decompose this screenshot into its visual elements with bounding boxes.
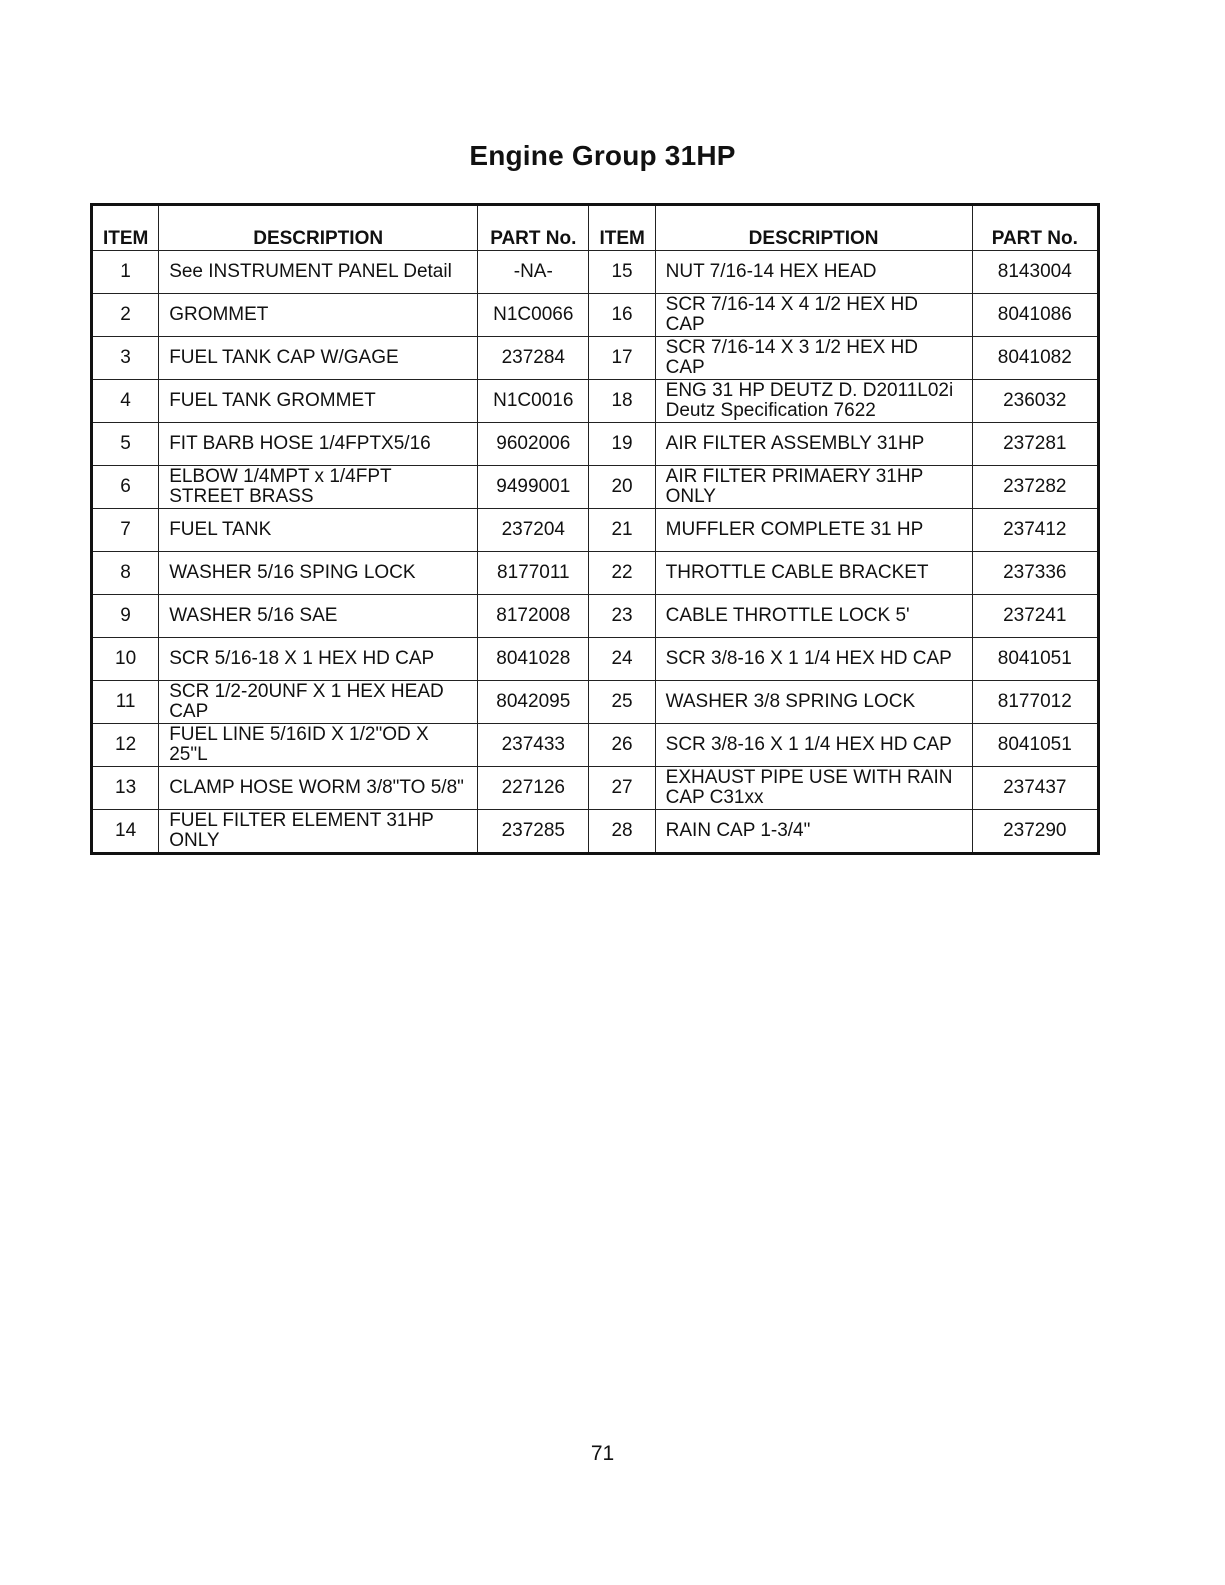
- table-row: [92, 251, 1099, 294]
- item-number-right: 23: [589, 595, 655, 638]
- table-row: [92, 767, 1099, 810]
- item-number-right: 26: [589, 724, 655, 767]
- part-number-right: 237281: [972, 423, 1098, 466]
- part-number-left: 237285: [478, 810, 589, 854]
- item-number-right: 15: [589, 251, 655, 294]
- description-right: SCR 3/8-16 X 1 1/4 HEX HD CAP: [655, 638, 972, 681]
- item-number-right: 16: [589, 294, 655, 337]
- part-number-right: 8041086: [972, 294, 1098, 337]
- table-row: [92, 810, 1099, 854]
- item-number-left: 3: [92, 337, 159, 380]
- item-number-right: 20: [589, 466, 655, 509]
- table-row: [92, 337, 1099, 380]
- item-number-right: 27: [589, 767, 655, 810]
- item-number-left: 5: [92, 423, 159, 466]
- part-number-right: 8041082: [972, 337, 1098, 380]
- item-number-left: 10: [92, 638, 159, 681]
- part-number-right: 237437: [972, 767, 1098, 810]
- part-number-left: 237204: [478, 509, 589, 552]
- table-header-row: [92, 205, 1099, 251]
- part-number-right: 237282: [972, 466, 1098, 509]
- item-number-left: 7: [92, 509, 159, 552]
- table-row: [92, 509, 1099, 552]
- item-number-left: 6: [92, 466, 159, 509]
- item-number-right: 25: [589, 681, 655, 724]
- item-number-left: 12: [92, 724, 159, 767]
- description-left: FUEL FILTER ELEMENT 31HP ONLY: [159, 810, 478, 854]
- part-number-right: 236032: [972, 380, 1098, 423]
- part-number-right: 8177012: [972, 681, 1098, 724]
- part-number-left: N1C0016: [478, 380, 589, 423]
- table-row: [92, 294, 1099, 337]
- description-right: THROTTLE CABLE BRACKET: [655, 552, 972, 595]
- part-number-left: 237433: [478, 724, 589, 767]
- part-number-left: 9499001: [478, 466, 589, 509]
- description-left: GROMMET: [159, 294, 478, 337]
- table-row: [92, 552, 1099, 595]
- description-right: AIR FILTER ASSEMBLY 31HP: [655, 423, 972, 466]
- description-left: FUEL TANK: [159, 509, 478, 552]
- description-left: FUEL TANK GROMMET: [159, 380, 478, 423]
- description-right: EXHAUST PIPE USE WITH RAIN CAP C31xx: [655, 767, 972, 810]
- description-right: WASHER 3/8 SPRING LOCK: [655, 681, 972, 724]
- header-part-no-left: PART No.: [478, 205, 589, 251]
- description-left: FUEL TANK CAP W/GAGE: [159, 337, 478, 380]
- parts-table-body: [92, 251, 1099, 854]
- item-number-left: 9: [92, 595, 159, 638]
- table-row: [92, 724, 1099, 767]
- item-number-left: 8: [92, 552, 159, 595]
- description-right: NUT 7/16-14 HEX HEAD: [655, 251, 972, 294]
- part-number-left: 8177011: [478, 552, 589, 595]
- part-number-right: 8041051: [972, 638, 1098, 681]
- description-right: SCR 3/8-16 X 1 1/4 HEX HD CAP: [655, 724, 972, 767]
- description-left: FIT BARB HOSE 1/4FPTX5/16: [159, 423, 478, 466]
- description-left: SCR 5/16-18 X 1 HEX HD CAP: [159, 638, 478, 681]
- header-item-right: ITEM: [589, 205, 655, 251]
- item-number-left: 4: [92, 380, 159, 423]
- description-right: AIR FILTER PRIMAERY 31HP ONLY: [655, 466, 972, 509]
- header-item-left: ITEM: [92, 205, 159, 251]
- item-number-right: 22: [589, 552, 655, 595]
- part-number-left: 227126: [478, 767, 589, 810]
- item-number-left: 14: [92, 810, 159, 854]
- part-number-left: 8042095: [478, 681, 589, 724]
- part-number-left: 9602006: [478, 423, 589, 466]
- item-number-left: 1: [92, 251, 159, 294]
- header-description-left: DESCRIPTION: [159, 205, 478, 251]
- description-right: SCR 7/16-14 X 3 1/2 HEX HD CAP: [655, 337, 972, 380]
- description-left: WASHER 5/16 SAE: [159, 595, 478, 638]
- description-left: See INSTRUMENT PANEL Detail: [159, 251, 478, 294]
- header-part-no-right: PART No.: [972, 205, 1098, 251]
- item-number-right: 24: [589, 638, 655, 681]
- table-row: [92, 380, 1099, 423]
- part-number-left: 8041028: [478, 638, 589, 681]
- part-number-right: 8143004: [972, 251, 1098, 294]
- parts-table: [90, 203, 1100, 855]
- item-number-left: 2: [92, 294, 159, 337]
- header-description-right: DESCRIPTION: [655, 205, 972, 251]
- description-right: SCR 7/16-14 X 4 1/2 HEX HD CAP: [655, 294, 972, 337]
- part-number-left: N1C0066: [478, 294, 589, 337]
- description-right: ENG 31 HP DEUTZ D. D2011L02i Deutz Specification 7622: [655, 380, 972, 423]
- part-number-right: 8041051: [972, 724, 1098, 767]
- part-number-right: 237290: [972, 810, 1098, 854]
- part-number-left: 237284: [478, 337, 589, 380]
- part-number-right: 237336: [972, 552, 1098, 595]
- item-number-left: 13: [92, 767, 159, 810]
- page-title: Engine Group 31HP: [469, 140, 736, 171]
- description-left: ELBOW 1/4MPT x 1/4FPT STREET BRASS: [159, 466, 478, 509]
- table-row: [92, 595, 1099, 638]
- table-row: [92, 423, 1099, 466]
- part-number-left: -NA-: [478, 251, 589, 294]
- description-right: MUFFLER COMPLETE 31 HP: [655, 509, 972, 552]
- description-left: FUEL LINE 5/16ID X 1/2"OD X 25"L: [159, 724, 478, 767]
- item-number-right: 28: [589, 810, 655, 854]
- table-row: [92, 638, 1099, 681]
- part-number-right: 237412: [972, 509, 1098, 552]
- page-number: 71: [590, 1442, 615, 1465]
- item-number-right: 17: [589, 337, 655, 380]
- description-right: CABLE THROTTLE LOCK 5': [655, 595, 972, 638]
- table-row: [92, 681, 1099, 724]
- description-left: SCR 1/2-20UNF X 1 HEX HEAD CAP: [159, 681, 478, 724]
- description-right: RAIN CAP 1-3/4": [655, 810, 972, 854]
- part-number-left: 8172008: [478, 595, 589, 638]
- item-number-right: 21: [589, 509, 655, 552]
- item-number-left: 11: [92, 681, 159, 724]
- item-number-right: 18: [589, 380, 655, 423]
- description-left: CLAMP HOSE WORM 3/8"TO 5/8": [159, 767, 478, 810]
- part-number-right: 237241: [972, 595, 1098, 638]
- description-left: WASHER 5/16 SPING LOCK: [159, 552, 478, 595]
- item-number-right: 19: [589, 423, 655, 466]
- table-row: [92, 466, 1099, 509]
